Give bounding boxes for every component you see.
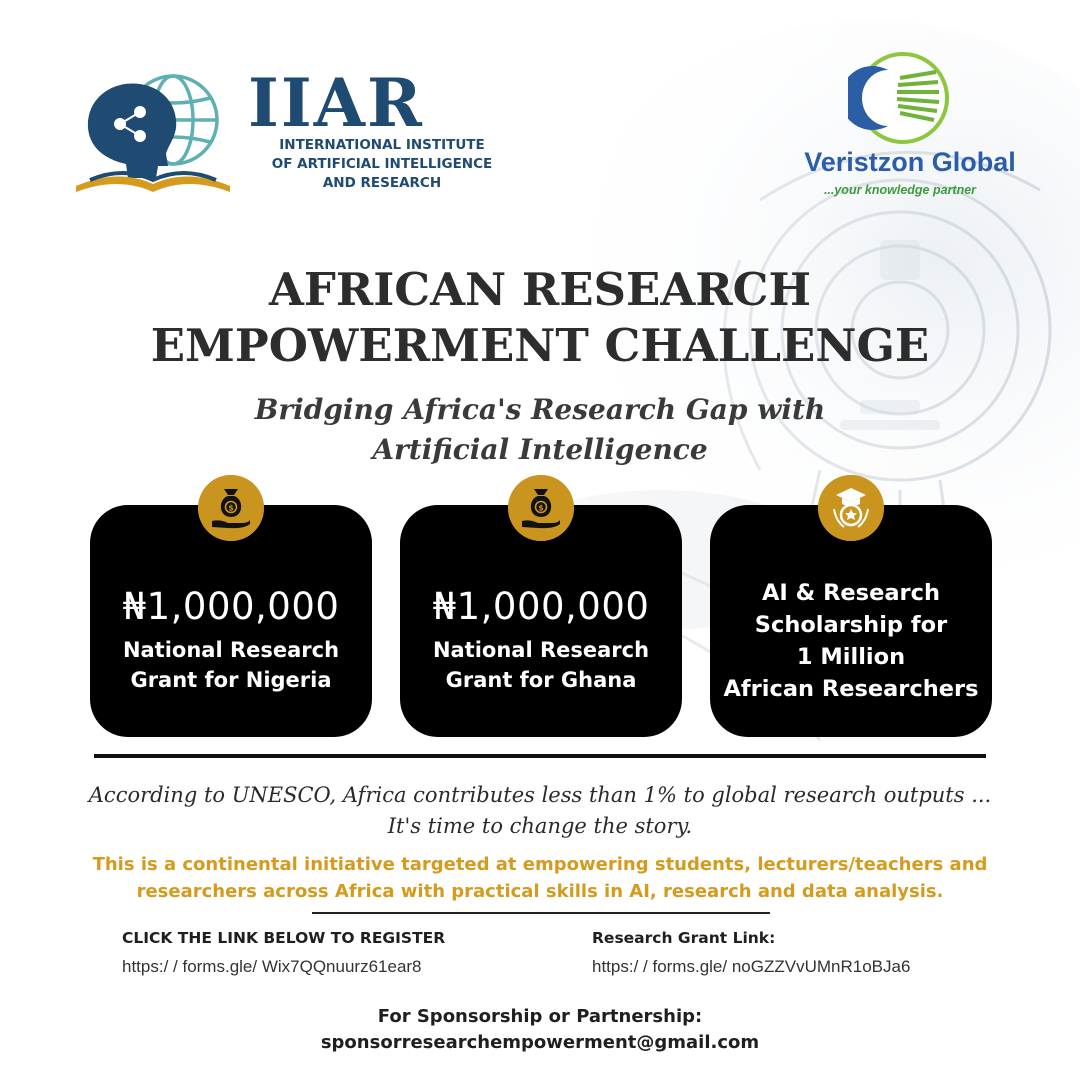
veristzon-name: Veristzon Global [804, 147, 1016, 177]
statement-line: According to UNESCO, Africa contributes less than 1% to global research outputs ... [88, 783, 992, 807]
sponsorship-email[interactable]: sponsorresearchempowerment@gmail.com [320, 1032, 760, 1053]
initiative-line: This is a continental initiative targeted at empowering students, lecturers/teachers and [92, 854, 988, 875]
svg-text:$: $ [228, 503, 234, 513]
grant-link-block [592, 929, 910, 977]
veristzon-tagline: ...your knowledge partner [823, 183, 977, 197]
veristzon-logo [780, 50, 1040, 210]
grant-description [400, 635, 682, 695]
sponsorship-heading: For Sponsorship or Partnership: [377, 1006, 703, 1027]
subtitle-line: Artificial Intelligence [372, 433, 708, 466]
sponsorship-contact [0, 1004, 1080, 1056]
graduation-award-icon [818, 475, 884, 541]
scholarship-description-line: Scholarship for [754, 612, 948, 638]
grant-description-line: Grant for Nigeria [130, 668, 332, 692]
grant-amount: ₦1,000,000 [122, 585, 340, 628]
section-divider [94, 754, 986, 758]
scholarship-description-line: AI & Research [762, 580, 940, 606]
initiative-line: researchers across Africa with practical skills in AI, research and data analysis. [136, 881, 944, 902]
grant-link-heading: Research Grant Link: [592, 929, 776, 947]
page-title [0, 262, 1080, 374]
money-bag-hand-icon [508, 475, 574, 541]
register-link[interactable]: https:/ / forms.gle/ Wix7QQnuurz61ear8 [122, 957, 422, 976]
iiar-logo [68, 64, 493, 198]
grant-description-line: Grant for Ghana [445, 668, 637, 692]
unesco-statement [0, 780, 1080, 842]
subtitle-line: Bridging Africa's Research Gap with [254, 393, 826, 426]
head-globe-book-icon [68, 68, 238, 198]
iiar-subtitle-line: INTERNATIONAL INSTITUTE [279, 137, 485, 153]
register-block [122, 929, 445, 977]
register-heading: CLICK THE LINK BELOW TO REGISTER [122, 929, 446, 947]
page-subtitle [0, 390, 1080, 470]
iiar-full-name [252, 136, 512, 193]
grant-description-line: National Research [122, 638, 340, 662]
money-bag-hand-icon [198, 475, 264, 541]
grant-description [90, 635, 372, 695]
scholarship-description-line: African Researchers [723, 676, 979, 702]
statement-line: It's time to change the story. [387, 814, 693, 838]
scholarship-description [710, 577, 992, 705]
title-line: AFRICAN RESEARCH [269, 263, 811, 316]
title-line: EMPOWERMENT CHALLENGE [150, 319, 930, 372]
grant-description-line: National Research [432, 638, 650, 662]
grant-link[interactable]: https:/ / forms.gle/ noGZZVvUMnR1oBJa6 [592, 957, 911, 976]
iiar-wordmark: IIAR [248, 64, 424, 142]
scholarship-description-line: 1 Million [796, 644, 906, 670]
svg-text:$: $ [538, 503, 544, 513]
grant-amount: ₦1,000,000 [432, 585, 650, 628]
iiar-subtitle-line: AND RESEARCH [322, 175, 442, 191]
iiar-subtitle-line: OF ARTIFICIAL INTELLIGENCE [271, 156, 493, 172]
section-divider [312, 912, 770, 914]
veristzon-emblem-icon [848, 50, 958, 150]
initiative-description [20, 851, 1060, 905]
